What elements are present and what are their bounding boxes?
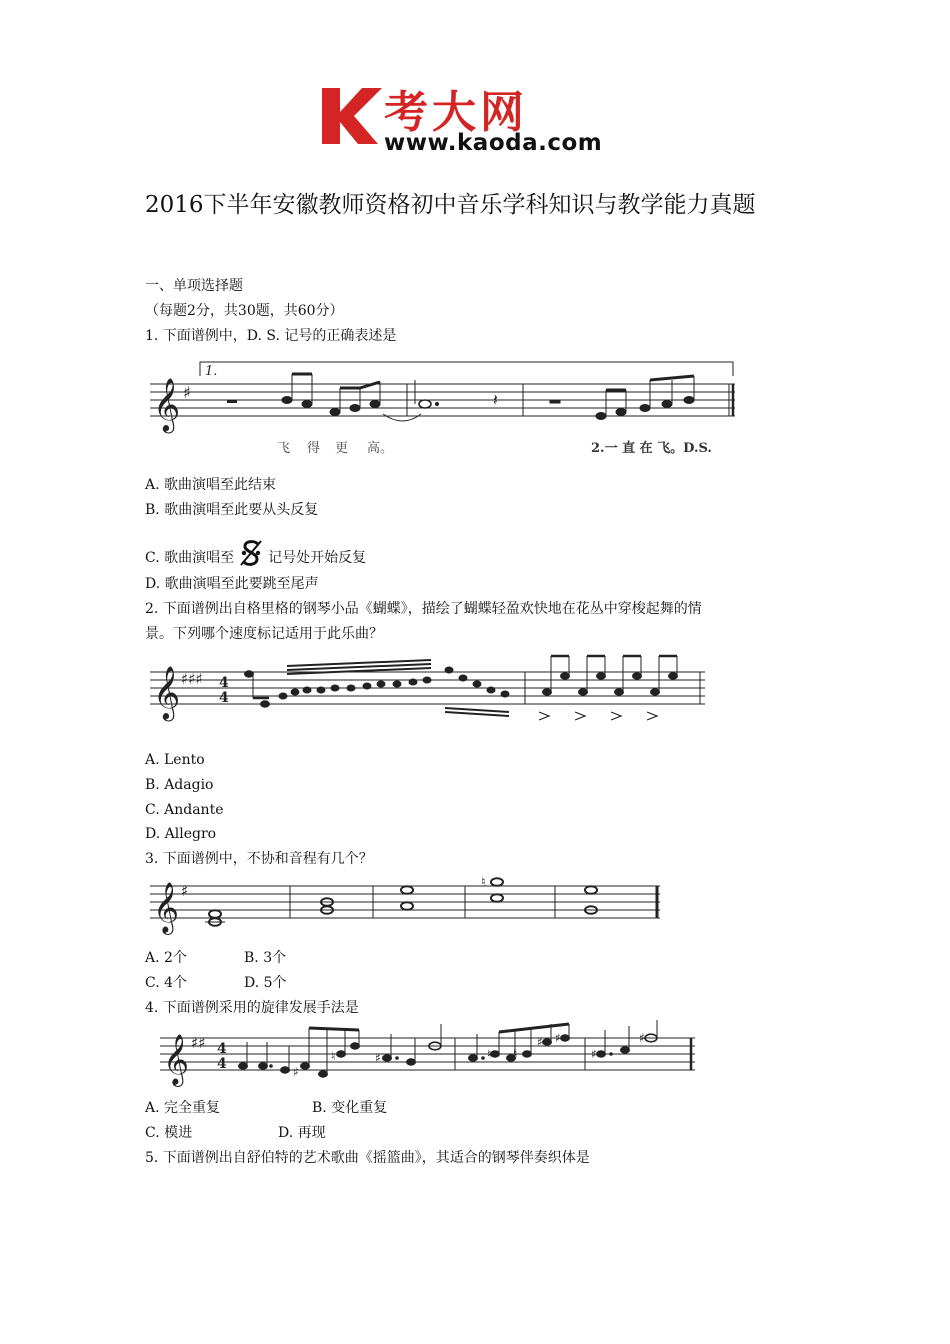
svg-text:𝄞: 𝄞: [153, 882, 180, 933]
svg-text:♯♯♯: ♯♯♯: [181, 670, 203, 688]
question-2-option-b: B. Adagio: [145, 777, 214, 793]
svg-text:𝄞: 𝄞: [163, 1034, 190, 1085]
section-note: （每题2分，共30题，共60分）: [145, 303, 344, 319]
svg-text:♯: ♯: [181, 882, 189, 900]
score-4-staff: [155, 1020, 705, 1088]
question-4-option-b: B. 变化重复: [312, 1100, 388, 1116]
svg-text:4: 4: [217, 1041, 227, 1057]
question-3-stem: 3. 下面谱例中，不协和音程有几个？: [145, 851, 373, 867]
section-heading: 一、单项选择题: [145, 278, 243, 294]
question-2-option-c: C. Andante: [145, 802, 224, 818]
question-1-stem: 1. 下面谱例中，D. S. 记号的正确表述是: [145, 328, 397, 344]
question-2-option-d: D. Allegro: [145, 826, 217, 842]
question-5-stem: 5. 下面谱例出自舒伯特的艺术歌曲《摇篮曲》，其适合的钢琴伴奏织体是: [145, 1150, 590, 1166]
lyric-4: 高。: [367, 441, 394, 456]
question-4-option-a: A. 完全重复: [145, 1100, 221, 1116]
question-3-score: [145, 872, 670, 936]
option-c-after: 记号处开始反复: [268, 550, 367, 566]
logo-url-text: www.kaoda.com: [384, 130, 603, 156]
score-3-staff: [145, 872, 670, 936]
logo-chinese-text: 考大网: [384, 87, 528, 138]
segno-icon: [236, 538, 266, 574]
question-3-option-a: A. 2个: [145, 950, 187, 966]
svg-text:𝄞: 𝄞: [153, 665, 181, 719]
question-1-score: [145, 358, 745, 466]
question-4-stem: 4. 下面谱例采用的旋律发展手法是: [145, 1000, 359, 1016]
svg-text:♯: ♯: [375, 1051, 381, 1065]
k-logo-icon: [318, 82, 384, 148]
document-title: 2016下半年安徽教师资格初中音乐学科知识与教学能力真题: [145, 192, 756, 218]
svg-text:♯: ♯: [555, 1031, 561, 1045]
question-1-option-b: B. 歌曲演唱至此要从头反复: [145, 502, 319, 518]
score-1-staff: [145, 358, 745, 466]
svg-text:4: 4: [219, 675, 229, 691]
question-1-option-d: D. 歌曲演唱至此要跳至尾声: [145, 576, 319, 592]
question-4-option-d: D. 再现: [278, 1125, 326, 1141]
question-1-option-a: A. 歌曲演唱至此结束: [145, 477, 277, 493]
svg-text:♮: ♮: [487, 1047, 492, 1061]
question-2-option-a: A. Lento: [145, 752, 205, 768]
lyric-2: 得: [307, 441, 321, 456]
svg-text:♮: ♮: [481, 875, 486, 890]
svg-text:♯♯: ♯♯: [191, 1034, 206, 1052]
svg-text:♮: ♮: [331, 1049, 336, 1063]
svg-text:♯: ♯: [591, 1047, 597, 1061]
svg-text:♯: ♯: [183, 383, 191, 402]
question-3-option-d: D. 5个: [244, 975, 287, 991]
question-3-option-b: B. 3个: [244, 950, 287, 966]
svg-text:♮: ♮: [513, 1047, 518, 1061]
svg-text:4: 4: [219, 690, 229, 706]
svg-text:𝄽: 𝄽: [493, 390, 498, 409]
svg-text:♯: ♯: [293, 1065, 299, 1079]
option-c-before: C. 歌曲演唱至: [145, 550, 235, 566]
lyric-3: 更: [335, 441, 349, 456]
svg-text:♯: ♯: [639, 1031, 645, 1045]
kaoda-logo: [318, 82, 640, 156]
svg-text:𝄞: 𝄞: [153, 377, 181, 431]
svg-text:♯: ♯: [537, 1035, 543, 1049]
lyric-1: 飞: [277, 441, 291, 456]
svg-text:4: 4: [217, 1056, 227, 1072]
question-2-stem-line-2: 景。下列哪个速度标记适用于此乐曲？: [145, 626, 383, 642]
question-4-score: [155, 1020, 705, 1088]
question-4-option-c: C. 模进: [145, 1125, 193, 1141]
question-2-stem-line-1: 2. 下面谱例出自格里格的钢琴小品《蝴蝶》，描绘了蝴蝶轻盈欢快地在花丛中穿梭起舞的情: [145, 601, 702, 617]
question-1-option-c: [145, 538, 366, 574]
question-3-option-c: C. 4个: [145, 975, 188, 991]
score-2-staff: [145, 652, 710, 724]
lyric-end-ds: 2.一 直 在 飞。D.S.: [591, 441, 712, 456]
volta-1-label: 1.: [205, 364, 218, 379]
question-2-score: [145, 652, 710, 724]
